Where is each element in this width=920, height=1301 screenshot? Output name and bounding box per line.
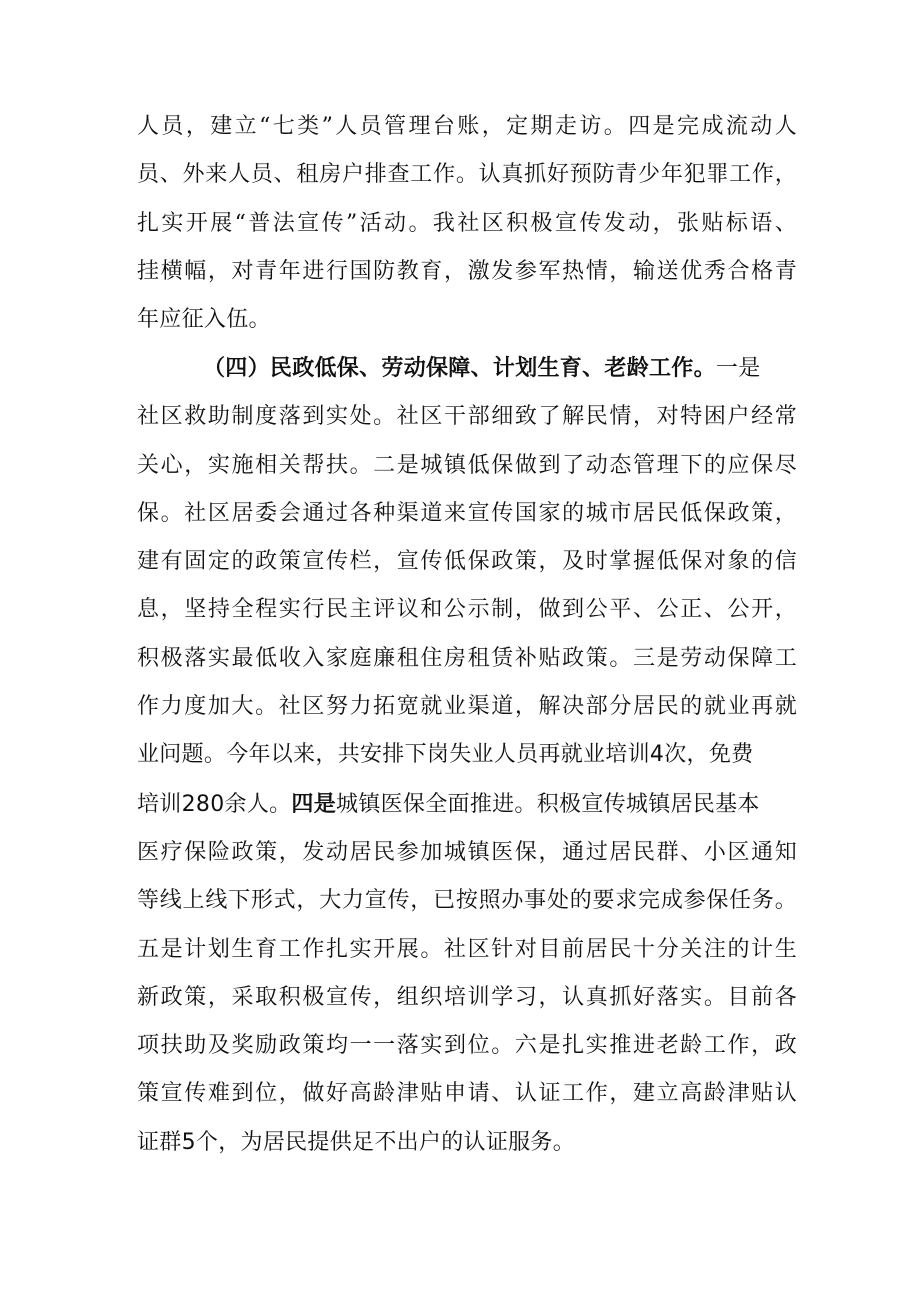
text-line: 项扶助及奖励政策均一一落实到位。六是扎实推进老龄工作，政 xyxy=(137,1033,797,1059)
text-line: 作力度加大。社区努力拓宽就业渠道，解决部分居民的就业再就 xyxy=(137,694,797,720)
text-line: 扎实开展“普法宣传”活动。我社区积极宣传发动，张贴标语、 xyxy=(137,210,797,236)
text-run: 城镇医保全面推进。积极宣传城镇居民基本 xyxy=(336,791,760,817)
paragraph-2 xyxy=(137,344,797,1167)
text-line: 医疗保险政策，发动居民参加城镇医保，通过居民群、小区通知 xyxy=(137,839,797,865)
text-line: 新政策，采取积极宣传，组织培训学习，认真抓好落实。目前各 xyxy=(137,984,797,1010)
text-line: 积极落实最低收入家庭廉租住房租赁补贴政策。三是劳动保障工 xyxy=(137,645,797,671)
text-line: 年应征入伍。 xyxy=(137,307,271,333)
text-line: 挂横幅，对青年进行国防教育，激发参军热情，输送优秀合格青 xyxy=(137,258,797,284)
text-line: 建有固定的政策宣传栏，宣传低保政策，及时掌握低保对象的信 xyxy=(137,549,797,575)
text-run: 业问题。今年以来，共安排下岗失业人员再就业培训 xyxy=(137,742,650,768)
text-line: 员、外来人员、租房户排查工作。认真抓好预防青少年犯罪工作， xyxy=(137,162,797,188)
section-heading: （四）民政低保、劳动保障、计划生育、老龄工作。 xyxy=(203,355,716,381)
text-line: 五是计划生育工作扎实开展。社区针对目前居民十分关注的计生 xyxy=(137,936,797,962)
text-line: 息，坚持全程实行民主评议和公示制，做到公平、公正、公开， xyxy=(137,597,797,623)
text-line xyxy=(137,780,797,829)
text-run: 余人。 xyxy=(224,791,292,817)
text-run: 证群 xyxy=(137,1129,182,1155)
text-line: 保。社区居委会通过各种渠道来宣传国家的城市居民低保政策， xyxy=(137,500,797,526)
text-line: 社区救助制度落到实处。社区干部细致了解民情，对特困户经常 xyxy=(137,404,797,430)
text-line: 等线上线下形式，大力宣传，已按照办事处的要求完成参保任务。 xyxy=(137,888,797,914)
people-count: 280 xyxy=(181,791,225,817)
text-line xyxy=(137,731,797,779)
text-run: 培训 xyxy=(137,791,182,817)
bold-marker: 四是 xyxy=(291,790,337,817)
text-line: 关心，实施相关帮扶。二是城镇低保做到了动态管理下的应保尽 xyxy=(137,452,797,478)
text-line xyxy=(137,344,797,393)
text-line: 策宣传难到位，做好高龄津贴申请、认证工作，建立高龄津贴认 xyxy=(137,1081,797,1107)
text-run: 次，免费 xyxy=(664,742,754,768)
text-run: 个，为居民提供足不出户的认证服务。 xyxy=(195,1129,576,1155)
paragraph-1 xyxy=(137,103,797,344)
training-count: 4 xyxy=(649,742,665,768)
text-line xyxy=(137,1119,797,1167)
text-line: 人员，建立“七类”人员管理台账，定期走访。四是完成流动人 xyxy=(137,114,797,139)
text-run: 一是 xyxy=(715,356,761,381)
groups-count: 5 xyxy=(181,1129,196,1155)
